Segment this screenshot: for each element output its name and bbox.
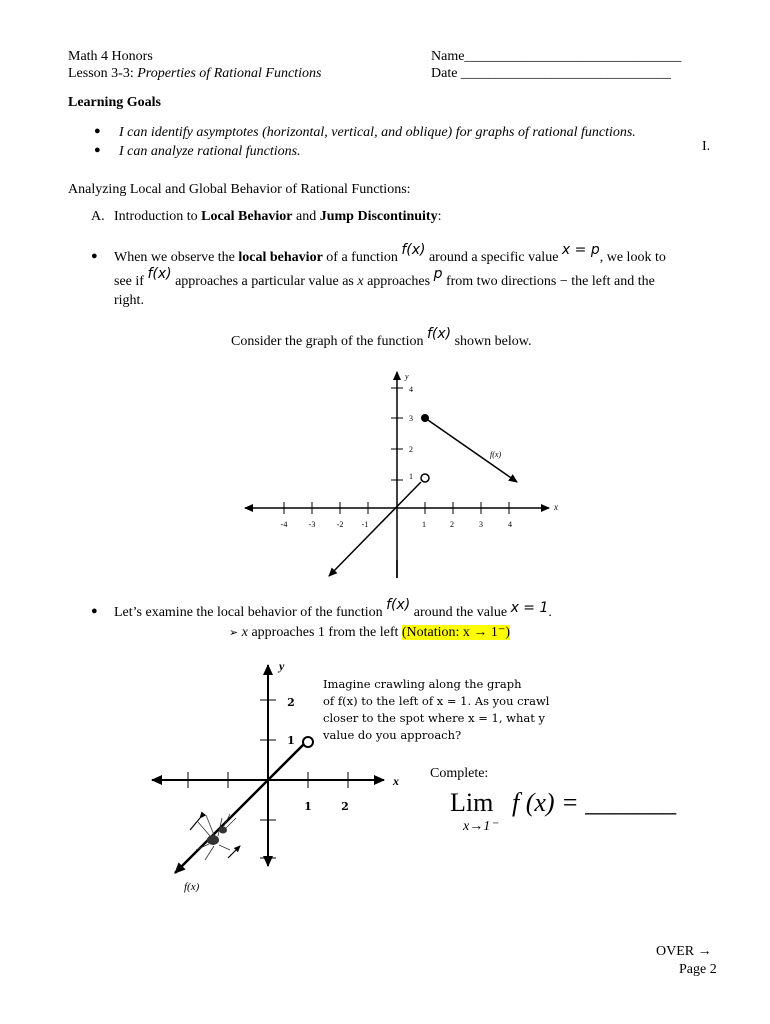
text: around a specific value bbox=[425, 250, 562, 265]
motion-arrow bbox=[228, 846, 240, 858]
x-tick-label: -2 bbox=[336, 520, 344, 529]
y-axis-label: y bbox=[405, 372, 409, 381]
text: from two directions − the left and the bbox=[442, 274, 655, 289]
x-tick-label: 1 bbox=[422, 520, 426, 529]
text: Let’s examine the local behavior of the function bbox=[114, 605, 387, 620]
goal-item-2: I can analyze rational functions. bbox=[119, 144, 301, 159]
x-tick-label: -3 bbox=[308, 520, 316, 529]
fx-math: f(x) bbox=[386, 597, 411, 613]
motion-arrow bbox=[190, 818, 200, 830]
text: . bbox=[548, 605, 552, 620]
local-behavior-bold: local behavior bbox=[238, 250, 323, 265]
x-tick-label: 3 bbox=[479, 520, 483, 529]
x-tick-label: 2 bbox=[341, 800, 349, 813]
note-line: of f(x) to the left of x = 1. As you crawl bbox=[323, 694, 550, 708]
x-axis-label: x bbox=[393, 774, 399, 788]
local-behavior-term: Local Behavior bbox=[201, 209, 293, 224]
goal-item-1: I can identify asymptotes (horizontal, vertical, and oblique) for graphs of rational functions. bbox=[119, 125, 636, 140]
over-label: OVER → bbox=[656, 944, 712, 959]
note-line: value do you approach? bbox=[323, 728, 462, 742]
text: Consider the graph of the function bbox=[231, 334, 427, 349]
y-tick-label: 4 bbox=[409, 385, 413, 394]
y-tick-label: 1 bbox=[409, 472, 413, 481]
note-line: closer to the spot where x = 1, what y bbox=[323, 711, 546, 725]
curve-label: f(x) bbox=[490, 450, 502, 459]
x-axis-label: x bbox=[554, 502, 558, 512]
para1-line3: right. bbox=[114, 293, 144, 308]
graph-line bbox=[175, 744, 304, 873]
page-number: Page 2 bbox=[679, 962, 717, 977]
y-tick-label: 2 bbox=[287, 696, 295, 709]
limit-expression[interactable]: f (x) = _______ bbox=[512, 788, 677, 817]
x-equals-1-math: x = 1 bbox=[510, 600, 549, 616]
text: When we observe the bbox=[114, 250, 239, 265]
text: approaches a particular value as bbox=[171, 274, 358, 289]
y-tick-label: 1 bbox=[287, 734, 295, 747]
complete-label: Complete: bbox=[430, 766, 489, 781]
x-var: x bbox=[241, 625, 248, 640]
subsection-letter: A. bbox=[91, 209, 105, 224]
bug-icon bbox=[196, 814, 236, 860]
lesson-title: Properties of Rational Functions bbox=[137, 66, 322, 81]
subsection-pre: Introduction to bbox=[114, 209, 202, 224]
note-line: Imagine crawling along the graph bbox=[323, 677, 522, 691]
bullet-icon: ● bbox=[94, 144, 101, 156]
x-tick-label: -1 bbox=[361, 520, 369, 529]
colon: : bbox=[437, 209, 442, 224]
limit-subscript: x→1⁻ bbox=[463, 819, 498, 834]
course-name: Math 4 Honors bbox=[68, 49, 153, 64]
text: of a function bbox=[322, 250, 402, 265]
fx-math: f(x) bbox=[426, 326, 452, 342]
jump-discontinuity-term: Jump Discontinuity bbox=[319, 209, 438, 224]
crawl-note bbox=[323, 676, 549, 744]
lesson-prefix: Lesson 3-3: bbox=[68, 66, 138, 81]
text: around the value bbox=[410, 605, 511, 620]
text: , we look to bbox=[599, 250, 666, 265]
margin-mark: I. bbox=[702, 139, 711, 154]
date-field[interactable]: Date ______________________________ bbox=[431, 66, 671, 81]
notation-highlight: (Notation: x → 1⁻) bbox=[401, 625, 510, 640]
fx-math: f(x) bbox=[401, 242, 426, 258]
text: approaches bbox=[363, 274, 434, 289]
y-tick-label: 3 bbox=[409, 414, 413, 423]
x-var: x bbox=[357, 274, 364, 289]
arrow-bullet-icon: ➢ bbox=[229, 626, 239, 639]
x-tick-label: -4 bbox=[280, 520, 288, 529]
text: approaches 1 from the left bbox=[247, 625, 402, 640]
and-word: and bbox=[292, 209, 320, 224]
p-math: p bbox=[433, 266, 443, 282]
section-title: Analyzing Local and Global Behavior of Rational Functions: bbox=[68, 182, 411, 197]
bullet-icon: ● bbox=[91, 250, 98, 262]
x-equals-p-math: x = p bbox=[561, 242, 600, 258]
learning-goals-heading: Learning Goals bbox=[68, 95, 161, 110]
name-field[interactable]: Name_______________________________ bbox=[431, 49, 682, 64]
x-tick-label: 1 bbox=[304, 800, 312, 813]
y-tick-label: 2 bbox=[409, 445, 413, 454]
curve-label: f(x) bbox=[184, 881, 200, 893]
y-axis-label: y bbox=[279, 659, 285, 673]
fx-math: f(x) bbox=[147, 266, 172, 282]
text: shown below. bbox=[451, 334, 532, 349]
bullet-icon: ● bbox=[94, 125, 101, 137]
open-point bbox=[303, 737, 313, 747]
x-tick-label: 2 bbox=[450, 520, 454, 529]
limit-word: Lim bbox=[450, 788, 494, 817]
x-tick-label: 4 bbox=[508, 520, 512, 529]
bullet-icon: ● bbox=[91, 605, 98, 617]
text: see if bbox=[114, 274, 148, 289]
